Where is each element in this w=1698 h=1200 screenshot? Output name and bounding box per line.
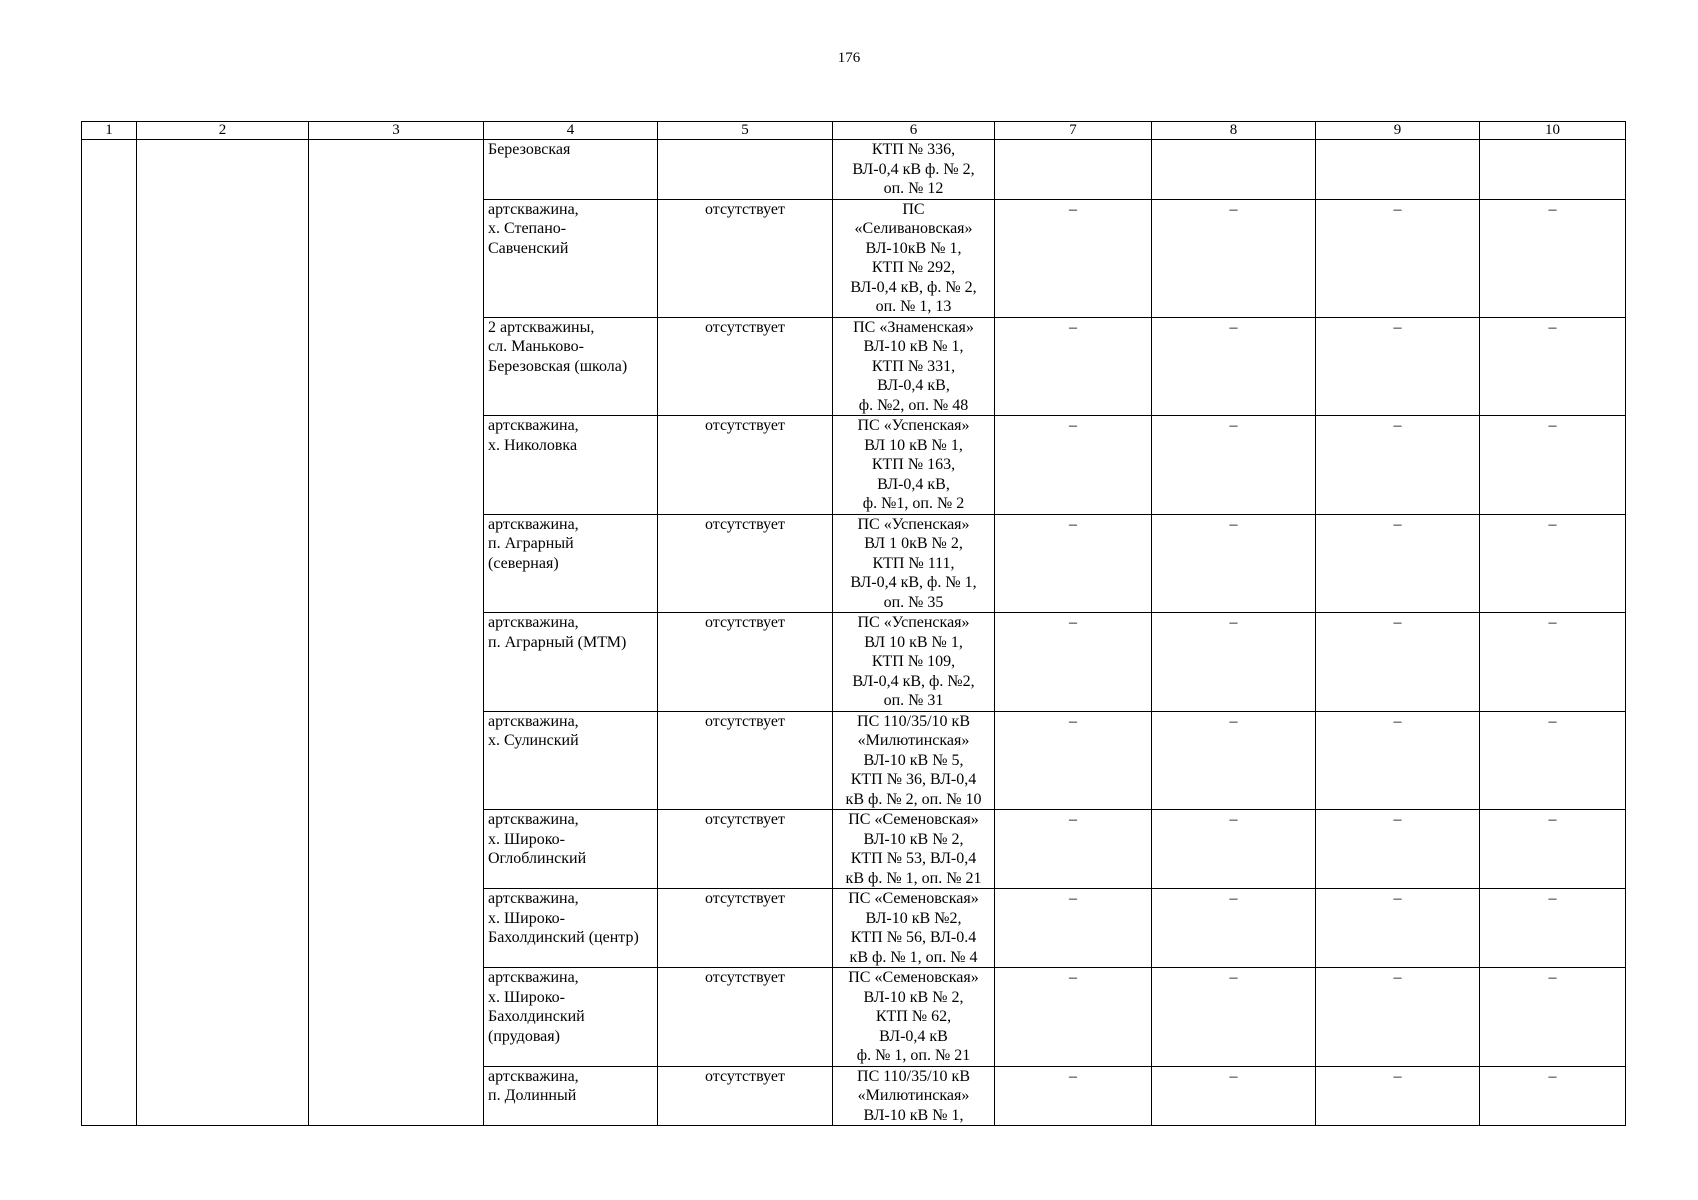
power-source-line: ПС «Семеновская» (848, 890, 979, 907)
status-cell: отсутствует (658, 514, 833, 613)
power-source-line: ПС (902, 200, 925, 218)
object-name-cell (484, 199, 658, 317)
col7-cell: – (995, 711, 1152, 810)
column-header: 7 (995, 122, 1152, 140)
power-source-cell (833, 889, 995, 968)
power-source-line: КТП № 109, (871, 653, 956, 670)
power-source-line: КТП № 331, (871, 357, 956, 375)
power-source-line: ПС «Знаменская» (853, 318, 974, 336)
object-name-line: х. Николовка (488, 436, 578, 454)
object-name-line: Березовская (488, 141, 571, 158)
object-name-cell (484, 317, 658, 416)
status-cell: отсутствует (658, 711, 833, 810)
col8-cell: – (1152, 416, 1316, 515)
power-source-line: ПС «Успенская» (857, 515, 970, 533)
object-name-cell (484, 416, 658, 515)
col9-cell: – (1316, 613, 1480, 712)
object-name-line: п. Аграрный (МТМ) (488, 633, 627, 651)
power-source-line: КТП № 56, ВЛ-0.4 (850, 929, 977, 946)
status-cell: отсутствует (658, 416, 833, 515)
column-header: 8 (1152, 122, 1316, 140)
power-source-line: ВЛ-10 кВ № 1, (863, 1106, 964, 1124)
power-source-line: ВЛ-0,4 кВ (879, 1027, 948, 1045)
object-name-line: Бахолдинский (центр) (488, 929, 639, 946)
col7-cell (995, 140, 1152, 200)
object-name-cell (484, 810, 658, 889)
power-source-cell (833, 613, 995, 712)
power-source-line: ПС «Семеновская» (848, 811, 979, 828)
col9-cell: – (1316, 514, 1480, 613)
power-source-line: КТП № 292, (871, 259, 956, 276)
power-source-line: ф. №2, оп. № 48 (858, 396, 969, 414)
object-name-line: Березовская (школа) (488, 357, 628, 375)
col8-cell: – (1152, 889, 1316, 968)
power-source-line: ВЛ-10 кВ № 1, (863, 338, 964, 355)
object-name-line: артскважина, (488, 614, 579, 631)
power-source-line: ВЛ-0,4 кВ, ф. №2, (852, 672, 975, 690)
col10-cell: – (1480, 889, 1626, 968)
col8-cell (1152, 140, 1316, 200)
page-number: 176 (837, 50, 861, 66)
col8-cell: – (1152, 1066, 1316, 1126)
status-cell: отсутствует (658, 199, 833, 317)
object-name-line: артскважина, (488, 1067, 579, 1085)
col7-cell: – (995, 810, 1152, 889)
column-header: 9 (1316, 122, 1480, 140)
merged-cell-col2 (137, 140, 309, 1126)
object-name-line: артскважина, (488, 515, 579, 533)
power-source-line: ВЛ 10 кВ № 1, (864, 633, 963, 651)
power-source-line: «Селивановская» (854, 220, 973, 237)
column-header: 2 (137, 122, 309, 140)
col9-cell (1316, 140, 1480, 200)
col9-cell: – (1316, 711, 1480, 810)
col8-cell: – (1152, 514, 1316, 613)
object-name-cell (484, 968, 658, 1067)
object-name-cell (484, 711, 658, 810)
col10-cell: – (1480, 416, 1626, 515)
object-name-cell (484, 889, 658, 968)
col9-cell: – (1316, 416, 1480, 515)
power-source-line: ВЛ-0,4 кВ, ф. № 2, (850, 278, 977, 296)
object-name-line: Бахолдинский (488, 1008, 585, 1025)
power-source-line: ВЛ-10 кВ № 2, (863, 988, 964, 1006)
power-source-line: КТП № 53, ВЛ-0,4 (850, 850, 977, 867)
col10-cell: – (1480, 317, 1626, 416)
object-name-cell (484, 140, 658, 200)
power-source-line: оп. № 31 (883, 692, 944, 709)
table-row (82, 140, 1626, 200)
col10-cell: – (1480, 968, 1626, 1067)
object-name-line: артскважина, (488, 417, 579, 434)
col8-cell: – (1152, 810, 1316, 889)
object-name-line: п. Долинный (488, 1087, 577, 1104)
power-source-line: оп. № 12 (883, 180, 944, 197)
object-name-cell (484, 1066, 658, 1126)
col10-cell: – (1480, 711, 1626, 810)
column-header: 1 (82, 122, 137, 140)
power-source-line: кВ ф. № 2, оп. № 10 (845, 790, 982, 808)
col10-cell: – (1480, 613, 1626, 712)
power-source-line: ф. № 1, оп. № 21 (856, 1047, 971, 1064)
object-name-line: 2 артскважины, (488, 318, 595, 336)
object-name-line: х. Сулинский (488, 732, 579, 749)
col9-cell: – (1316, 810, 1480, 889)
column-number-row (82, 122, 1626, 140)
column-header: 5 (658, 122, 833, 140)
power-source-cell (833, 416, 995, 515)
col10-cell: – (1480, 810, 1626, 889)
object-name-line: артскважина, (488, 200, 579, 218)
column-header: 4 (484, 122, 658, 140)
col10-cell (1480, 140, 1626, 200)
power-source-line: оп. № 35 (883, 593, 944, 611)
column-header: 3 (309, 122, 484, 140)
col7-cell: – (995, 889, 1152, 968)
status-cell: отсутствует (658, 1066, 833, 1126)
col9-cell: – (1316, 1066, 1480, 1126)
status-cell: отсутствует (658, 810, 833, 889)
col9-cell: – (1316, 199, 1480, 317)
col10-cell: – (1480, 199, 1626, 317)
status-cell: отсутствует (658, 968, 833, 1067)
power-source-line: ПС «Семеновская» (848, 969, 979, 986)
status-cell: отсутствует (658, 613, 833, 712)
power-source-line: ПС «Успенская» (857, 417, 970, 434)
power-source-line: КТП № 336, (871, 141, 956, 158)
object-name-line: п. Аграрный (488, 535, 574, 552)
col8-cell: – (1152, 317, 1316, 416)
col9-cell: – (1316, 968, 1480, 1067)
power-source-line: ВЛ-10кВ № 1, (865, 239, 962, 257)
col7-cell: – (995, 416, 1152, 515)
col9-cell: – (1316, 317, 1480, 416)
col8-cell: – (1152, 613, 1316, 712)
col7-cell: – (995, 968, 1152, 1067)
power-source-line: ПС 110/35/10 кВ (857, 712, 970, 730)
power-source-line: ВЛ-0,4 кВ, (877, 377, 950, 394)
power-source-line: ВЛ 10 кВ № 1, (864, 436, 963, 454)
power-source-cell (833, 199, 995, 317)
object-name-line: артскважина, (488, 811, 579, 828)
power-source-line: кВ ф. № 1, оп. № 4 (849, 948, 978, 966)
col7-cell: – (995, 1066, 1152, 1126)
power-source-line: кВ ф. № 1, оп. № 21 (845, 869, 982, 887)
object-name-line: х. Степано- (488, 220, 567, 237)
power-source-line: ПС «Успенская» (857, 614, 970, 631)
power-source-cell (833, 317, 995, 416)
power-source-cell (833, 968, 995, 1067)
power-source-line: КТП № 36, ВЛ-0,4 (850, 771, 977, 788)
power-source-cell (833, 1066, 995, 1126)
status-cell: отсутствует (658, 889, 833, 968)
col7-cell: – (995, 514, 1152, 613)
col7-cell: – (995, 199, 1152, 317)
power-source-line: КТП № 163, (871, 456, 956, 473)
object-name-cell (484, 514, 658, 613)
power-source-line: ВЛ-10 кВ № 2, (863, 830, 964, 848)
power-source-cell (833, 140, 995, 200)
object-name-cell (484, 613, 658, 712)
object-name-line: х. Широко- (488, 909, 565, 927)
power-source-line: ВЛ 1 0кВ № 2, (864, 535, 963, 552)
object-name-line: Савченский (488, 239, 569, 257)
col7-cell: – (995, 317, 1152, 416)
power-source-line: ВЛ-0,4 кВ, ф. № 1, (850, 574, 977, 591)
status-cell (658, 140, 833, 200)
col8-cell: – (1152, 968, 1316, 1067)
object-name-line: артскважина, (488, 712, 579, 730)
col8-cell: – (1152, 199, 1316, 317)
power-source-line: ВЛ-0,4 кВ ф. № 2, (852, 160, 975, 178)
power-source-line: ПС 110/35/10 кВ (857, 1067, 970, 1085)
object-name-line: Оглоблинский (488, 850, 587, 867)
power-source-line: «Милютинская» (857, 732, 970, 749)
power-source-cell (833, 810, 995, 889)
power-source-line: ВЛ-0,4 кВ, (877, 475, 950, 493)
status-cell: отсутствует (658, 317, 833, 416)
power-source-line: «Милютинская» (857, 1087, 970, 1104)
col8-cell: – (1152, 711, 1316, 810)
object-name-line: артскважина, (488, 890, 579, 907)
power-source-line: ВЛ-10 кВ № 5, (863, 751, 964, 769)
object-name-line: (прудовая) (488, 1027, 560, 1045)
object-name-line: х. Широко- (488, 830, 565, 848)
col10-cell: – (1480, 1066, 1626, 1126)
power-source-line: ВЛ-10 кВ №2, (865, 909, 962, 927)
power-source-cell (833, 711, 995, 810)
col10-cell: – (1480, 514, 1626, 613)
col7-cell: – (995, 613, 1152, 712)
data-table (81, 121, 1626, 1126)
power-source-line: КТП № 62, (875, 1008, 952, 1025)
col9-cell: – (1316, 889, 1480, 968)
column-header: 10 (1480, 122, 1626, 140)
object-name-line: (северная) (488, 554, 559, 572)
power-source-cell (833, 514, 995, 613)
object-name-line: х. Широко- (488, 988, 565, 1006)
power-source-line: оп. № 1, 13 (875, 298, 952, 315)
object-name-line: артскважина, (488, 969, 579, 986)
object-name-line: сл. Маньково- (488, 338, 585, 355)
merged-cell-col3 (309, 140, 484, 1126)
column-header: 6 (833, 122, 995, 140)
power-source-line: ф. №1, оп. № 2 (862, 495, 965, 512)
merged-cell-col1 (82, 140, 137, 1126)
power-source-line: КТП № 111, (872, 554, 955, 572)
